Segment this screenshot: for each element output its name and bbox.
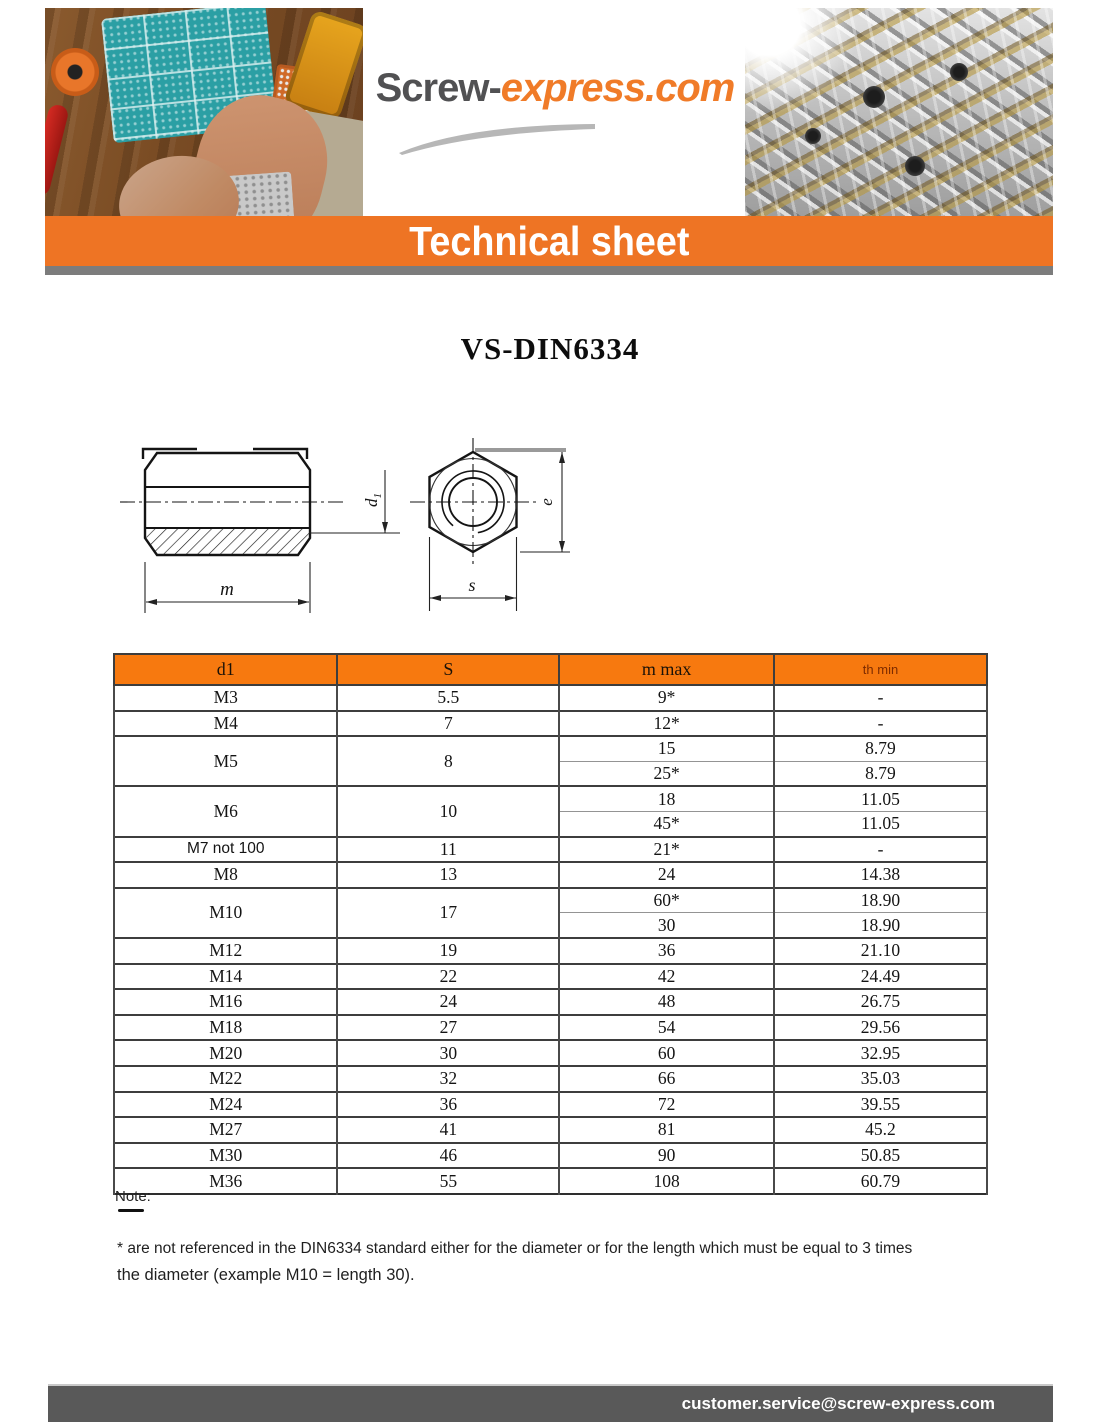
- table-cell: 90: [559, 1143, 774, 1169]
- screws-texture-highlight: [745, 8, 1053, 216]
- table-cell: 60*: [559, 888, 774, 913]
- workbench-photo: [45, 8, 363, 216]
- table-cell: 60.79: [774, 1168, 987, 1194]
- table-cell: 32.95: [774, 1040, 987, 1066]
- table-cell: 54: [559, 1015, 774, 1041]
- table-cell: 55: [337, 1168, 559, 1194]
- table-cell: 30: [337, 1040, 559, 1066]
- table-row: [114, 862, 987, 888]
- table-cell: 25*: [559, 761, 774, 786]
- table-cell: 19: [337, 938, 559, 964]
- table-cell: 36: [337, 1092, 559, 1118]
- table-cell: -: [774, 837, 987, 863]
- table-header-row: [114, 654, 987, 685]
- table-cell: 26.75: [774, 989, 987, 1015]
- note-label: Note:: [115, 1188, 151, 1205]
- table-cell: 24.49: [774, 964, 987, 990]
- table-cell: 60: [559, 1040, 774, 1066]
- table-cell: 18: [559, 786, 774, 811]
- table-row: [114, 1143, 987, 1169]
- table-cell: 35.03: [774, 1066, 987, 1092]
- table-cell: 18.90: [774, 888, 987, 913]
- table-cell: 14.38: [774, 862, 987, 888]
- screw-head-shape: [863, 86, 885, 108]
- note-body: [117, 1236, 997, 1288]
- dim-label-d1: $d_1$: [362, 493, 384, 507]
- table-cell: M16: [114, 989, 337, 1015]
- table-cell: 81: [559, 1117, 774, 1143]
- screws-pile-photo: [745, 8, 1053, 216]
- table-cell: 32: [337, 1066, 559, 1092]
- table-cell: -: [774, 711, 987, 737]
- table-row: [114, 989, 987, 1015]
- col-header-d1: d1: [114, 654, 337, 685]
- table-row: [114, 1066, 987, 1092]
- table-cell: 12*: [559, 711, 774, 737]
- table-cell: 18.90: [774, 913, 987, 938]
- table-cell: M4: [114, 711, 337, 737]
- table-row: [114, 711, 987, 737]
- table-row: [114, 1117, 987, 1143]
- table-cell: 13: [337, 862, 559, 888]
- table-cell: M22: [114, 1066, 337, 1092]
- table-cell: 21*: [559, 837, 774, 863]
- table-cell: 8.79: [774, 761, 987, 786]
- table-row: [114, 1092, 987, 1118]
- table-cell: 27: [337, 1015, 559, 1041]
- table-cell: 21.10: [774, 938, 987, 964]
- col-header-s: S: [337, 654, 559, 685]
- table-cell: M24: [114, 1092, 337, 1118]
- banner: [45, 216, 1053, 266]
- page-title: VS-DIN6334: [460, 331, 640, 366]
- table-cell: 39.55: [774, 1092, 987, 1118]
- note-line: * are not referenced in the DIN6334 standard either for the diameter or for the length which must be equal to 3 times: [117, 1240, 913, 1257]
- footer-email: customer.service@screw-express.com: [681, 1394, 995, 1413]
- table-row: [114, 685, 987, 711]
- side-view: [120, 449, 345, 555]
- table-cell: 30: [559, 913, 774, 938]
- table-cell: 72: [559, 1092, 774, 1118]
- table-cell: 11.05: [774, 811, 987, 836]
- table-row: [114, 786, 987, 811]
- hex-view: [410, 438, 536, 567]
- table-cell: 5.5: [337, 685, 559, 711]
- note-underline: [118, 1209, 144, 1212]
- table-cell: 66: [559, 1066, 774, 1092]
- table-cell: 46: [337, 1143, 559, 1169]
- table-cell: 29.56: [774, 1015, 987, 1041]
- logo-text-orange: express.com: [500, 66, 735, 110]
- table-cell: M14: [114, 964, 337, 990]
- table-cell: 42: [559, 964, 774, 990]
- table-cell: M18: [114, 1015, 337, 1041]
- logo-text-gray: Screw-: [375, 66, 501, 110]
- table-cell: 11: [337, 837, 559, 863]
- screw-head-shape: [950, 63, 968, 81]
- logo-swoosh: [395, 121, 605, 155]
- note-line: the diameter (example M10 = length 30).: [117, 1266, 415, 1284]
- table-cell: 108: [559, 1168, 774, 1194]
- screw-head-shape: [805, 128, 821, 144]
- table-cell: 24: [559, 862, 774, 888]
- table-cell: 45.2: [774, 1117, 987, 1143]
- col-header-thmin: th min: [774, 654, 987, 685]
- table-cell: M10: [114, 888, 337, 938]
- table-cell: 45*: [559, 811, 774, 836]
- table-cell: M8: [114, 862, 337, 888]
- table-cell: M7 not 100: [114, 837, 337, 863]
- dim-label-s: s: [468, 575, 476, 595]
- table-cell: M5: [114, 736, 337, 786]
- table-row: [114, 888, 987, 913]
- table-cell: -: [774, 685, 987, 711]
- table-cell: 36: [559, 938, 774, 964]
- table-cell: M3: [114, 685, 337, 711]
- spec-table: [113, 653, 988, 1195]
- table-row: [114, 964, 987, 990]
- table-cell: M6: [114, 786, 337, 836]
- dim-label-e: e: [537, 498, 556, 506]
- table-cell: 24: [337, 989, 559, 1015]
- table-cell: 22: [337, 964, 559, 990]
- table-cell: 9*: [559, 685, 774, 711]
- table-cell: M30: [114, 1143, 337, 1169]
- table-cell: 10: [337, 786, 559, 836]
- table-cell: 8.79: [774, 736, 987, 761]
- logo: [365, 66, 745, 155]
- table-row: [114, 736, 987, 761]
- banner-title: Technical sheet: [408, 217, 690, 264]
- tape-measure-shape: [51, 48, 99, 96]
- divider-bar: [45, 266, 1053, 275]
- table-cell: 17: [337, 888, 559, 938]
- table-cell: 48: [559, 989, 774, 1015]
- table-cell: 11.05: [774, 786, 987, 811]
- table-row: [114, 1168, 987, 1194]
- table-cell: 41: [337, 1117, 559, 1143]
- dim-label-m: m: [220, 579, 234, 600]
- screw-head-shape: [905, 156, 925, 176]
- table-cell: M36: [114, 1168, 337, 1194]
- table-cell: 50.85: [774, 1143, 987, 1169]
- table-cell: M27: [114, 1117, 337, 1143]
- table-row: [114, 1015, 987, 1041]
- table-row: [114, 1040, 987, 1066]
- table-row: [114, 938, 987, 964]
- table-row: [114, 837, 987, 863]
- table-cell: 7: [337, 711, 559, 737]
- table-cell: 15: [559, 736, 774, 761]
- technical-drawing: [100, 425, 620, 635]
- footer-bar: [48, 1384, 1053, 1422]
- col-header-mmax: m max: [559, 654, 774, 685]
- logo-text: [365, 66, 745, 111]
- table-cell: M12: [114, 938, 337, 964]
- table-body: [114, 685, 987, 1194]
- table-cell: 8: [337, 736, 559, 786]
- table-cell: M20: [114, 1040, 337, 1066]
